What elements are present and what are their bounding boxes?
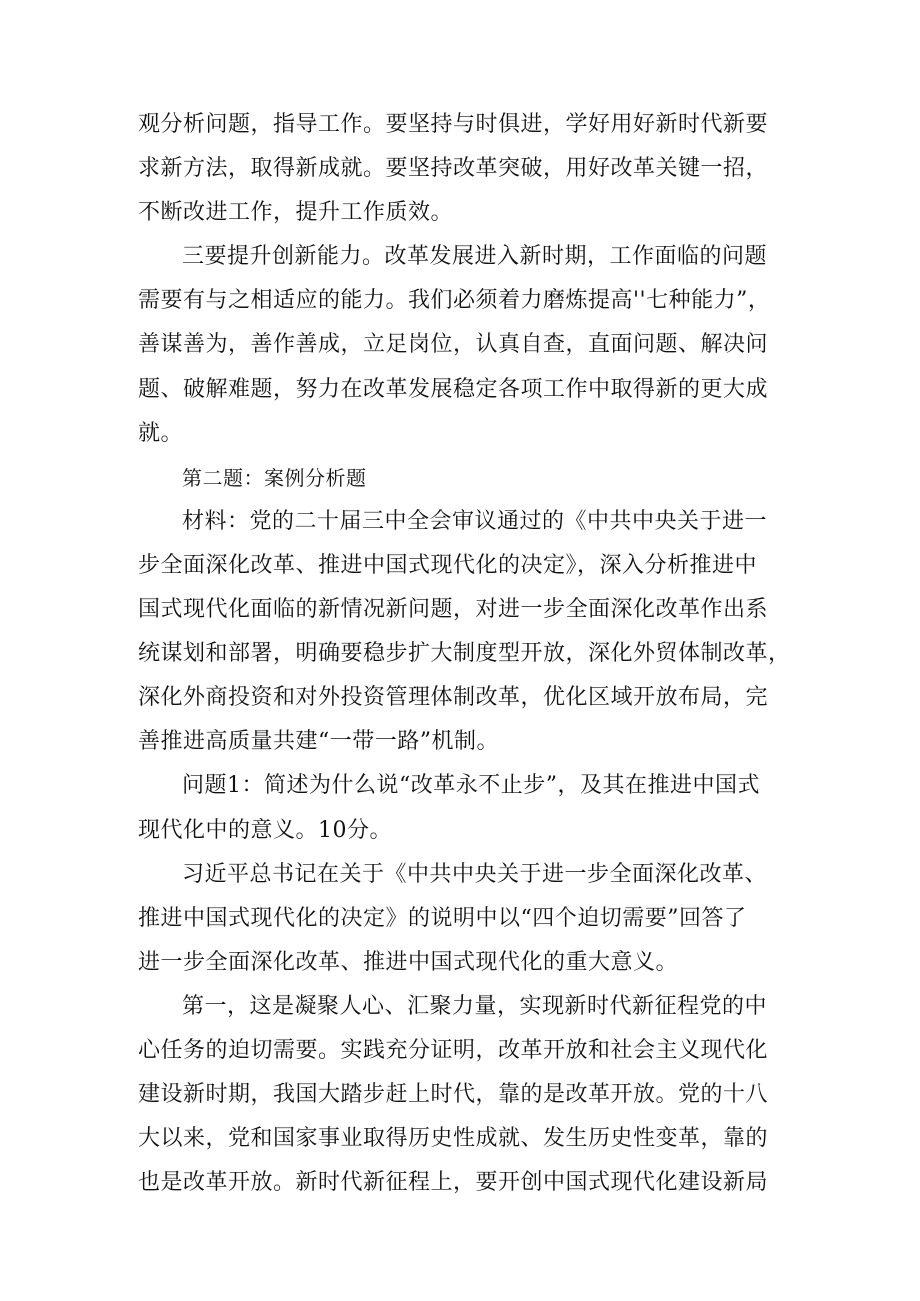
text-line: 观分析问题，指导工作。要坚持与时俱进，学好用好新时代新要 — [138, 112, 769, 137]
text-line: 材料：党的二十届三中全会审议通过的《中共中央关于进一 — [182, 508, 768, 534]
text-line: 推进中国式现代化的决定》的说明中以“四个迫切需要”回答了 — [138, 905, 747, 931]
text-line: 步全面深化改革、推进中国式现代化的决定》，深入分析推进中 — [138, 552, 758, 578]
text-line: 需要有与之相适应的能力。我们必须着力磨炼提高''七种能力”， — [138, 288, 771, 314]
text-line: 第一，这是凝聚人心、汇聚力量，实现新时代新征程党的中 — [182, 993, 768, 1019]
document-page — [138, 103, 794, 1205]
text-line: 心任务的迫切需要。实践充分证明，改革开放和社会主义现代化 — [138, 1037, 769, 1063]
text-line: 统谋划和部署，明确要稳步扩大制度型开放，深化外贸体制改革， — [138, 641, 791, 667]
text-line: 国式现代化面临的新情况新问题，对进一步全面深化改革作出系 — [138, 597, 769, 623]
text-line: 也是改革开放。新时代新征程上，要开创中国式现代化建设新局 — [138, 1170, 769, 1196]
text-line: 善推进高质量共建“一带一路”机制。 — [138, 729, 499, 755]
text-line: 习近平总书记在关于《中共中央关于进一步全面深化改革、 — [182, 861, 768, 887]
text-line: 求新方法，取得新成就。要坚持改革突破，用好改革关键一招， — [138, 156, 769, 182]
text-line: 题、破解难题，努力在改革发展稳定各项工作中取得新的更大成 — [138, 376, 769, 402]
text-line: 就。 — [138, 420, 184, 446]
text-line: 大以来，党和国家事业取得历史性成就、发生历史性变革，靠的 — [138, 1126, 769, 1152]
text-line: 三要提升创新能力。改革发展进入新时期，工作面临的问题 — [182, 244, 768, 270]
text-line: 善谋善为，善作善成，立足岗位，认真自查，直面问题、解决问 — [138, 332, 769, 358]
text-line: 建设新时期，我国大踏步赶上时代，靠的是改革开放。党的十八 — [138, 1082, 769, 1108]
text-line: 深化外商投资和对外投资管理体制改革，优化区域开放布局，完 — [138, 685, 769, 711]
text-line: 不断改进工作，提升工作质效。 — [138, 200, 454, 226]
text-line: 问题1：简述为什么说“改革永不止步”，及其在推进中国式 — [182, 773, 760, 799]
text-line: 进一步全面深化改革、推进中国式现代化的重大意义。 — [138, 949, 679, 975]
text-line: 现代化中的意义。10分。 — [138, 817, 392, 843]
section-heading: 第二题：案例分析题 — [182, 465, 367, 490]
